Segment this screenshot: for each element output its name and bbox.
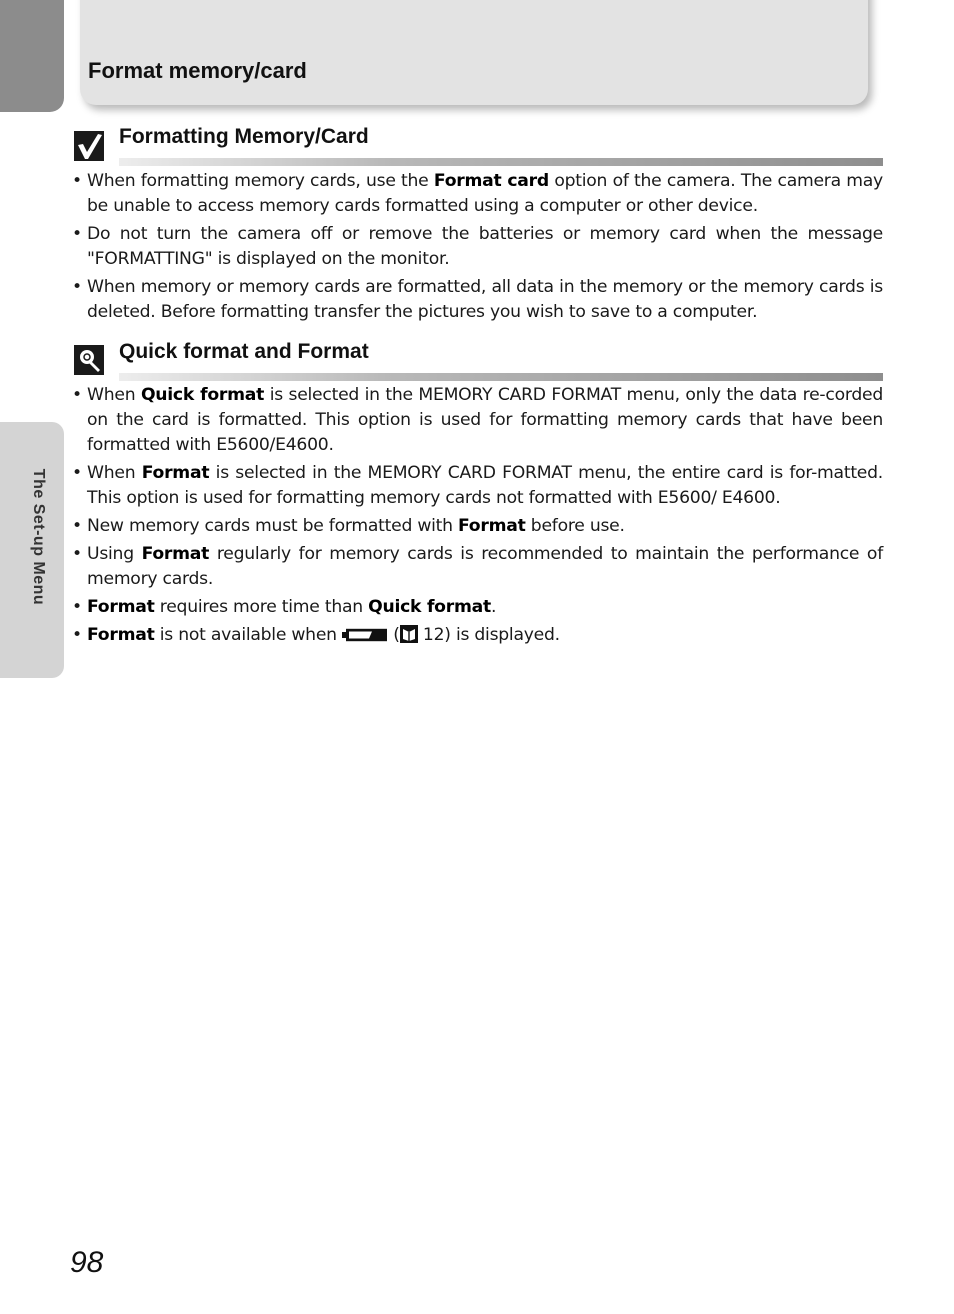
battery-low-icon (342, 628, 388, 642)
tips-icon (74, 345, 104, 375)
page-reference-icon (400, 625, 418, 643)
list-item: • New memory cards must be formatted with Format before use. (70, 514, 883, 539)
list-item: • Format is not available when ( 12) is displayed. (70, 623, 883, 648)
bullet-list-quick-format (70, 383, 883, 651)
list-item: • When memory or memory cards are formatted, all data in the memory or the memory cards is deleted. Before formatting transfer the pictures you wish to save to a computer. (70, 275, 883, 325)
section-heading-quick-format: Quick format and Format (119, 340, 369, 363)
corner-tab (0, 0, 64, 112)
list-item: • Do not turn the camera off or remove the batteries or memory card when the message "FORMATTING" is displayed on the monitor. (70, 222, 883, 272)
section-rule (119, 373, 883, 381)
section-heading-formatting: Formatting Memory/Card (119, 125, 369, 148)
header-box (80, 0, 868, 105)
list-item: • Format requires more time than Quick format. (70, 595, 883, 620)
page-title: Format memory/card (88, 58, 307, 83)
side-tab-label: The Set-up Menu (30, 468, 47, 606)
section-rule (119, 158, 883, 166)
list-item: • When Quick format is selected in the MEMORY CARD FORMAT menu, only the data re-corded on the card is formatted. This option is used for formatting memory cards that have been formatted with E5600/E4600. (70, 383, 883, 458)
checkmark-icon (74, 131, 104, 161)
page-number: 98 (70, 1246, 104, 1279)
list-item: • When formatting memory cards, use the Format card option of the camera. The camera may be unable to access memory cards formatted using a computer or other device. (70, 169, 883, 219)
list-item: • When Format is selected in the MEMORY CARD FORMAT menu, the entire card is for-matted. This option is used for formatting memory cards not formatted with E5600/ E4600. (70, 461, 883, 511)
bullet-list-formatting (70, 169, 883, 328)
list-item: • Using Format regularly for memory cards is recommended to maintain the performance of memory cards. (70, 542, 883, 592)
